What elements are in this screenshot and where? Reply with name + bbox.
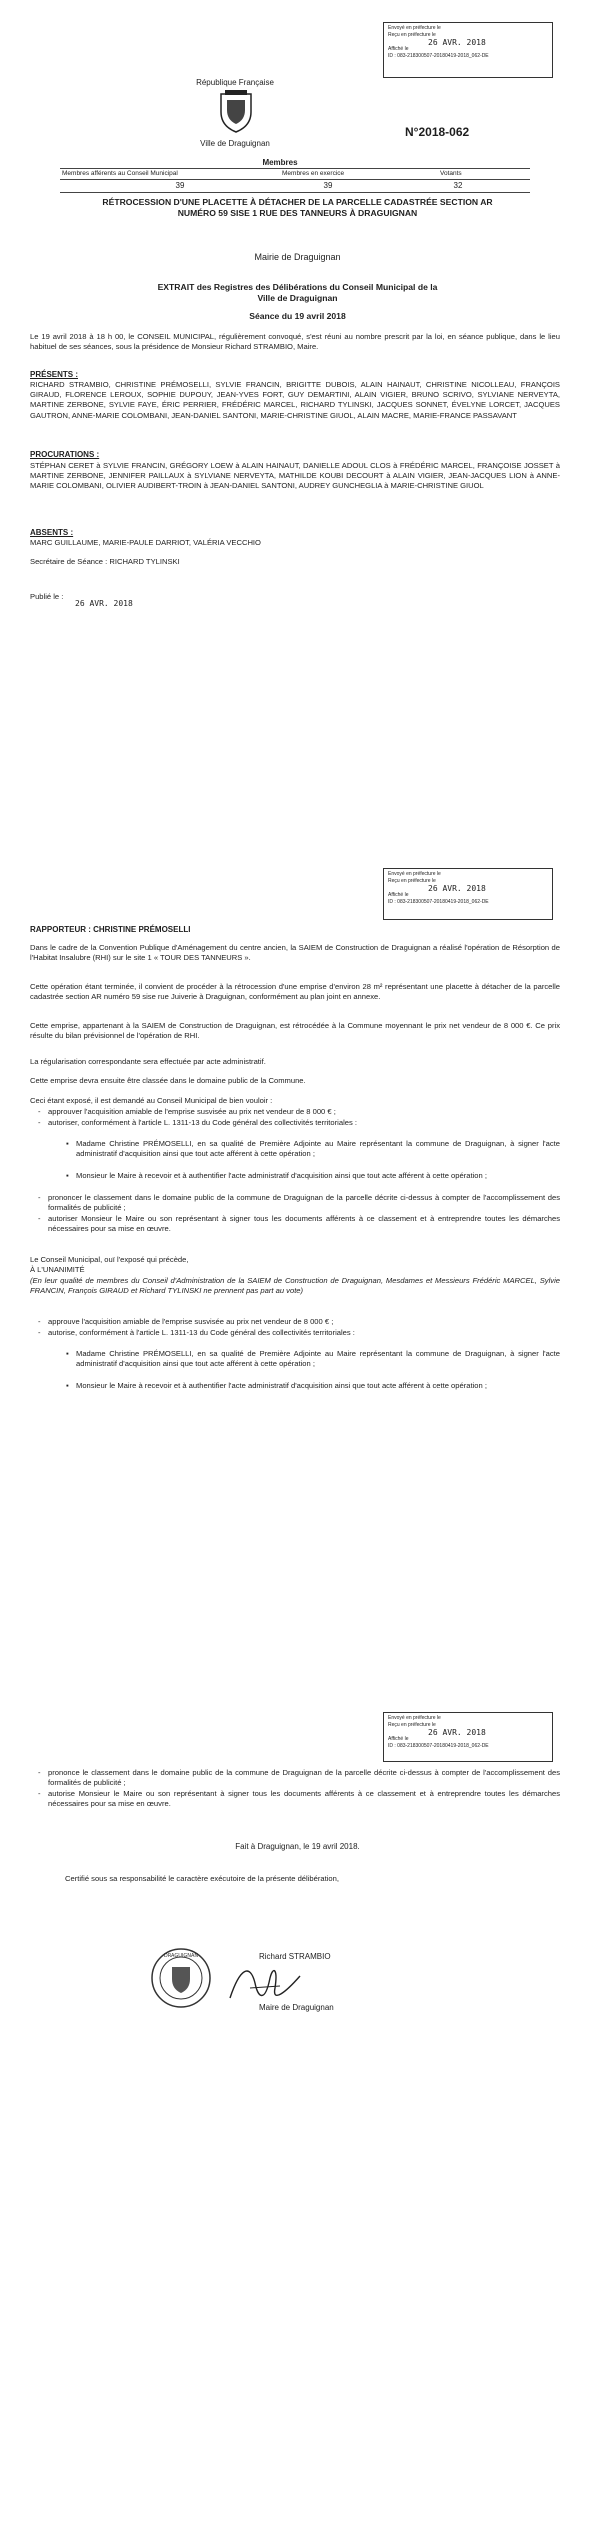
stamp-line: Envoyé en préfecture le (388, 871, 441, 877)
members-value-1: 39 (175, 181, 185, 190)
bullet-square: ▪ (66, 1381, 69, 1390)
request-item: autoriser, conformément à l'article L. 1311-13 du Code général des collectivités territoriales : (48, 1118, 358, 1127)
stamp-line: Reçu en préfecture le (388, 878, 436, 884)
prefecture-stamp (383, 1712, 553, 1762)
secretary-line: Secrétaire de Séance : RICHARD TYLINSKI (30, 557, 180, 566)
table-rule (60, 168, 530, 169)
council-line: Le Conseil Municipal, ouï l'exposé qui précède, (30, 1255, 189, 1264)
bullet-dash: - (38, 1214, 41, 1223)
members-col-1: Membres afférents au Conseil Municipal (62, 170, 178, 177)
stamp-line: Envoyé en préfecture le (388, 1715, 441, 1721)
stamp-line: Affiché le (388, 1736, 409, 1742)
presents-list: RICHARD STRAMBIO, CHRISTINE PRÉMOSELLI, SYLVIE FRANCIN, BRIGITTE DUBOIS, ALAIN HAINAUT, CHRISTINE NICOLLEAU, FRANÇOIS GIRAUD, FLORENCE LEROUX, SOPHIE DUPOUY, JEAN-YVES FORT, GUY DEMARTINI, ALAIN VIGIER, BRUNO SCRIVO, SYLVIANE NERVEYTA, MARTINE ZERBONE, SYLVIE FAYE, ÉRIC PERRIER, FRÉDÉRIC MARCEL, RICHARD TYLINSKI, JACQUES SONNET, ÉVELYNE LORCET, JACQUES GAUTRON, ANNE-MARIE COLOMBANI, JEAN-DANIEL SANTONI, MARIE-CHRISTINE GIUOL, ALAIN MACRE, MARIE-FRANCE PASSAVANT (30, 380, 560, 420)
republic-label: République Française (196, 78, 274, 87)
body-paragraph: Ceci étant exposé, il est demandé au Conseil Municipal de bien vouloir : (30, 1096, 273, 1105)
stamp-date: 26 AVR. 2018 (428, 39, 486, 46)
table-rule (60, 192, 530, 193)
bullet-square: ▪ (66, 1171, 69, 1180)
body-paragraph: Cette emprise devra ensuite être classée dans le domaine public de la Commune. (30, 1076, 306, 1085)
bullet-dash: - (38, 1193, 41, 1202)
stamp-id: ID : 083-218300507-20180419-2018_062-DE (388, 53, 489, 59)
presents-heading: PRÉSENTS : (30, 370, 79, 379)
decision-item: autorise Monsieur le Maire ou son représentant à signer tous les documents afférents à ce classement et à entreprendre toutes les démarches nécessaires pour sa mise en œuvre. (48, 1789, 560, 1809)
stamp-line: Reçu en préfecture le (388, 1722, 436, 1728)
abstention-note: (En leur qualité de membres du Conseil d'Administration de la SAIEM de Construction de Draguignan, Mesdames et Messieurs Frédéric MARCEL, Sylvie FRANCIN, François GIRAUD et Richard TYLINSKI ne prennent pas part au vote) (30, 1276, 560, 1296)
bullet-dash: - (38, 1328, 41, 1337)
stamp-line: Envoyé en préfecture le (388, 25, 441, 31)
stamp-line: Affiché le (388, 892, 409, 898)
published-date: 26 AVR. 2018 (75, 599, 133, 608)
svg-text:DRAGUIGNAN: DRAGUIGNAN (163, 1953, 199, 1959)
city-coat-of-arms-icon (217, 90, 255, 134)
stamp-id: ID : 083-218300507-20180419-2018_062-DE (388, 1743, 489, 1749)
decision-subitem: Monsieur le Maire à recevoir et à authentifier l'acte administratif d'acquisition ainsi que tout acte afférent à cette opération ; (76, 1381, 487, 1390)
request-subitem: Monsieur le Maire à recevoir et à authentifier l'acte administratif d'acquisition ainsi que tout acte afférent à cette opération ; (76, 1171, 487, 1180)
bullet-dash: - (38, 1768, 41, 1777)
certification-line: Certifié sous sa responsabilité le caractère exécutoire de la présente délibération, (65, 1874, 339, 1883)
bullet-dash: - (38, 1789, 41, 1798)
stamp-line: Reçu en préfecture le (388, 32, 436, 38)
signer-title: Maire de Draguignan (259, 2003, 334, 2012)
done-at-line: Fait à Draguignan, le 19 avril 2018. (235, 1842, 360, 1851)
members-col-3: Votants (440, 170, 462, 177)
request-subitem: Madame Christine PRÉMOSELLI, en sa qualité de Première Adjointe au Maire représentant la commune de Draguignan, à signer l'acte administratif d'acquisition ainsi que tout acte afférent à cette opération ; (76, 1139, 560, 1159)
stamp-id: ID : 083-218300507-20180419-2018_062-DE (388, 899, 489, 905)
decision-subitem: Madame Christine PRÉMOSELLI, en sa qualité de Première Adjointe au Maire représentant la commune de Draguignan, à signer l'acte administratif d'acquisition ainsi que tout acte afférent à cette opération ; (76, 1349, 560, 1369)
bullet-square: ▪ (66, 1139, 69, 1148)
procurations-list: STÉPHAN CERET à SYLVIE FRANCIN, GRÉGORY LOEW à ALAIN HAINAUT, DANIELLE ADOUL CLOS à FRÉDÉRIC MARCEL, FRANÇOISE JOSSET à MARTINE ZERBONE, JENNIFER PAILLAUX à SYLVIANE NERVEYTA, MATHILDE KOUBI DECOURT à ALAIN VIGIER, JEAN-JACQUES LION à ANNE-MARIE COLOMBANI, OLIVIER AUDIBERT-TROIN à JEAN-DANIEL SANTONI, AUDREY GUNCHEGLIA à MARIE-CHRISTINE GIUOL (30, 461, 560, 491)
session-date: Séance du 19 avril 2018 (249, 311, 346, 321)
table-rule (60, 179, 530, 180)
absents-list: MARC GUILLAUME, MARIE-PAULE DARRIOT, VALÉRIA VECCHIO (30, 538, 261, 547)
bullet-square: ▪ (66, 1349, 69, 1358)
decision-item: approuve l'acquisition amiable de l'emprise susvisée au prix net vendeur de 8 000 € ; (48, 1317, 334, 1326)
body-paragraph: La régularisation correspondante sera effectuée par acte administratif. (30, 1057, 266, 1066)
unanimity-label: À L'UNANIMITÉ (30, 1265, 85, 1274)
bullet-dash: - (38, 1118, 41, 1127)
document-number: N°2018-062 (405, 125, 470, 139)
absents-heading: ABSENTS : (30, 528, 74, 537)
request-item: prononcer le classement dans le domaine public de la commune de Draguignan de la parcelle décrite ci-dessus à compter de l'accomplissement des formalités de publicité ; (48, 1193, 560, 1213)
handwritten-signature-icon (220, 1958, 310, 2008)
extract-heading: EXTRAIT des Registres des Délibérations du Conseil Municipal de la Ville de Draguignan (157, 282, 438, 303)
stamp-line: Affiché le (388, 46, 409, 52)
request-item: approuver l'acquisition amiable de l'emprise susvisée au prix net vendeur de 8 000 € ; (48, 1107, 336, 1116)
decision-item: autorise, conformément à l'article L. 1311-13 du Code général des collectivités territoriales : (48, 1328, 355, 1337)
members-col-2: Membres en exercice (282, 170, 345, 177)
request-item: autoriser Monsieur le Maire ou son représentant à signer tous les documents afférents à ce classement et à entreprendre toutes les démarches nécessaires pour sa mise en œuvre. (48, 1214, 560, 1234)
city-label: Ville de Draguignan (200, 139, 270, 148)
members-table-title: Membres (262, 158, 298, 167)
rapporteur-line: RAPPORTEUR : CHRISTINE PRÉMOSELLI (30, 925, 191, 934)
members-value-2: 39 (323, 181, 333, 190)
deliberation-title: RÉTROCESSION D'UNE PLACETTE À DÉTACHER DE LA PARCELLE CADASTRÉE SECTION AR NUMÉRO 59 SISE 1 RUE DES TANNEURS À DRAGUIGNAN (102, 197, 493, 218)
body-paragraph: Cette emprise, appartenant à la SAIEM de Construction de Draguignan, est rétrocédée à la Commune moyennant le prix net vendeur de 8 000 €. Ce prix résulte du bilan prévisionnel de l'opération de RHI. (30, 1021, 560, 1041)
procurations-heading: PROCURATIONS : (30, 450, 100, 459)
stamp-date: 26 AVR. 2018 (428, 885, 486, 892)
body-paragraph: Dans le cadre de la Convention Publique d'Aménagement du centre ancien, la SAIEM de Construction de Draguignan a réalisé l'opération de Résorption de l'Habitat Insalubre (RHI) sur le site 1 « TOUR DES TANNEURS ». (30, 943, 560, 963)
prefecture-stamp (383, 22, 553, 78)
signer-name: Richard STRAMBIO (259, 1952, 331, 1961)
intro-paragraph: Le 19 avril 2018 à 18 h 00, le CONSEIL MUNICIPAL, régulièrement convoqué, s'est réuni au nombre prescrit par la loi, en séance publique, dans le lieu habituel de ses séances, sous la présidence de Monsieur Richard STRAMBIO, Maire. (30, 332, 560, 352)
stamp-date: 26 AVR. 2018 (428, 1729, 486, 1736)
members-value-3: 32 (453, 181, 463, 190)
mairie-label: Mairie de Draguignan (254, 252, 341, 262)
bullet-dash: - (38, 1317, 41, 1326)
body-paragraph: Cette opération étant terminée, il convient de procéder à la rétrocession d'une emprise d'environ 28 m² représentant une placette à détacher de la parcelle cadastrée section AR numéro 59 sise rue Juiverie à Draguignan, conformément au plan joint en annexe. (30, 982, 560, 1002)
city-seal-icon (150, 1947, 212, 2009)
bullet-dash: - (38, 1107, 41, 1116)
decision-item: prononce le classement dans le domaine public de la commune de Draguignan de la parcelle décrite ci-dessus à compter de l'accomplissement des formalités de publicité ; (48, 1768, 560, 1788)
prefecture-stamp (383, 868, 553, 920)
published-label: Publié le : (30, 592, 64, 601)
